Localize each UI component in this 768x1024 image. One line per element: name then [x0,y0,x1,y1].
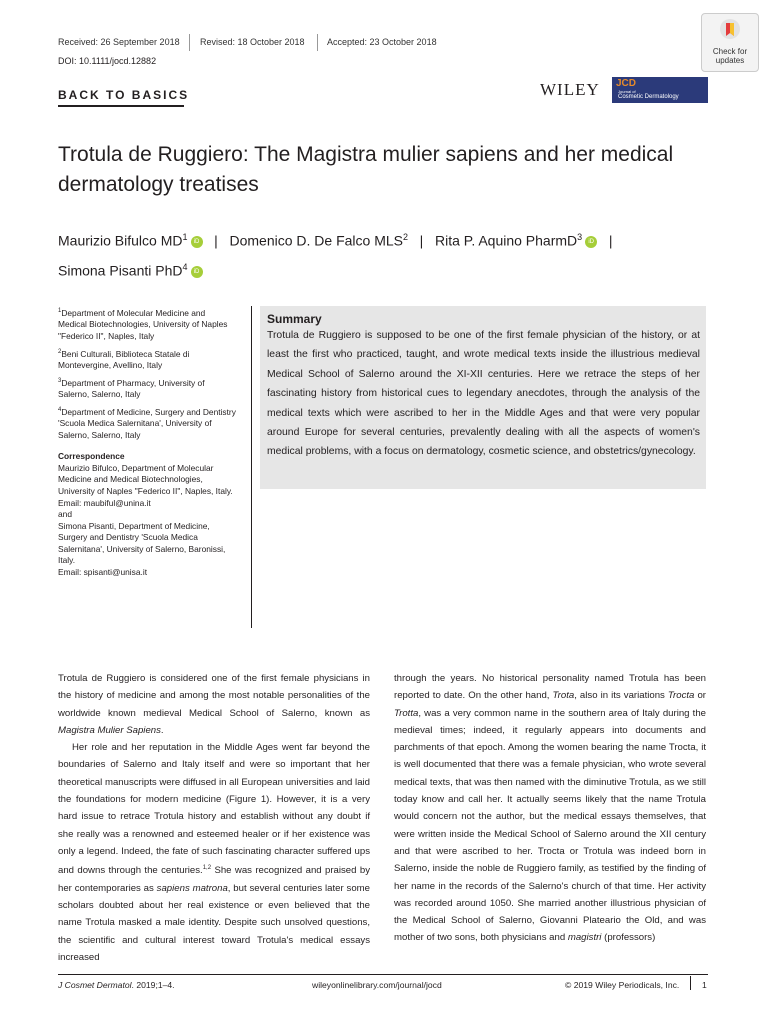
footer-copyright: © 2019 Wiley Periodicals, Inc. [565,980,680,990]
affiliation: $^3$Department of Pharmacy, University of Salerno, Salerno, Italy [58,377,205,399]
correspondence-heading: Correspondence [58,451,125,462]
author-sup: 2 [403,232,409,242]
body-paragraph: Trotula de Ruggiero is considered one of the first female physicians in the history of medicine and among the most notable personalities of the worldwide known medieval Medical School of Salerno, known as Magistra Mulier Sapiens. [58,673,370,736]
footer-url[interactable]: wileyonlinelibrary.com/journal/jocd [312,980,442,990]
summary-heading: Summary [267,312,322,326]
body-paragraph: through the years. No historical personality named Trotula has been reported to date. On the other hand, Trota, also in its variations Trocta or Trotta, was a very common name in the southern area of Italy during the medieval times; indeed, it regularly appears into documents and parchments of that epoch. Among the women bearing the name Trocta, it is well documented that there was a female physician, who wrote several medical texts, that was then named with the diminutive Trotula, as we still today know and call her. It actually seems likely that the name Trotula would concern not the author, but the medical essays themselves, that were written inside the Medical School of Salerno around the XII century and that were ascribed to her. Trocta or Trotula was indeed born in Salerno, inside the noble de Ruggiero family, as testified by the finding of her name in the records of the Salerno's church of that time. Her activity was recorded around 1050. She married another illustrious physician of the Medical School of Salerno, Giovanni Plateario the Old, and was mother of two sons, both physicians and magistri (professors) [394,673,706,944]
author-list: Maurizio Bifulco $MD^1$ iD | Domenico D. De Falco MLS$^2$ | Rita P. Aquino PharmD$^3$ iD | Simona Pisanti PhD$^4$ iD [58,232,613,279]
footer-rule [58,974,708,975]
correspondence-line: Maurizio Bifulco, Department of Molecular Medicine and Medical Biotechnologies, University of Naples "Federico II", Naples, Italy. [58,462,233,496]
correspondence-line: Simona Pisanti, Department of Medicine, Surgery and Dentistry 'Scuola Medica Salernitana', University of Salerno, Baronissi, Italy. [58,520,226,566]
header-divider [317,34,318,51]
author-sup: 1 [182,232,188,242]
orcid-icon[interactable]: iD [191,236,203,248]
summary-text: Trotula de Ruggiero is supposed to be one of the first female physician of the history, or at least the first who practiced, taught, and wrote medical texts inside the illustrious medieval Medical School of Salerno around the XI-XII centuries. Here we retrace the steps of her fascinating history from historical cues to legendary anecdotes, through the analysis of the medical texts which were ascribed to her in the Middle Ages and that were very popular around Europe for several centuries, prevalently dealing with all the aspects of women's medical problems, with a focus on dermatology, cosmetic science, and obstetrics/gynecology. [267,330,700,458]
revised-date: Revised: 18 October 2018 [200,37,305,47]
badge-line2: updates [715,56,745,65]
affiliation: $^2$Beni Culturali, Biblioteca Statale di Montevergine, Avellino, Italy [58,348,190,370]
author-name[interactable]: Rita P. Aquino PharmD [435,232,578,249]
footer-divider [690,976,691,990]
footer-citation: J Cosmet Dermatol. 2019;1–4. [58,980,175,990]
doi-link[interactable]: DOI: 10.1111/jocd.12882 [58,56,157,66]
author-name[interactable]: Domenico D. De Falco MLS [229,232,403,249]
summary-box [260,306,706,489]
journal-logo-line2: Cosmetic Dermatology [618,94,679,100]
orcid-icon[interactable]: iD [585,236,597,248]
check-for-updates-badge[interactable] [701,13,759,72]
journal-logo-line1: Journal of [618,89,636,94]
accepted-date: Accepted: 23 October 2018 [327,37,437,47]
body-right-column [394,670,706,947]
orcid-icon[interactable]: iD [191,266,203,278]
affiliation: $^4$Department of Medicine, Surgery and Dentistry 'Scuola Medica Salernitana', University of Salerno, Salerno, Italy [58,406,236,440]
affiliations [58,306,236,579]
author-name[interactable]: Simona Pisanti PhD [58,262,183,279]
body-paragraph: Her role and her reputation in the Middle Ages went far beyond the boundaries of Salerno and Italy itself and were so important that her theoretical manuscripts were diffused in all European universities and laid the foundations for modern medicine (Figure 1). However, it is a very hard issue to retrace Trotula history and establish without any doubt if she really was a renowned and esteemed healer or if her existence was only a legend. Indeed, the fate of such fascinating character suffered ups and downs through the centuries.$^{1,2}$ She was recognized and praised by her contemporaries as sapiens matrona, but several centuries later some scholars doubted about her real existence or even believed that the name Trotula masked a male identity. Despite such unsolved questions, the scientific and cultural interest toward Trotula's medical essays increased [58,742,370,963]
citation-ref[interactable]: 1,2 [202,865,212,872]
author-sup: 3 [577,232,583,242]
author-sup: 4 [182,261,188,272]
column-divider [251,306,252,628]
section-underline [58,105,184,107]
header-divider [189,34,190,51]
section-label: BACK TO BASICS [58,88,190,102]
correspondence-email[interactable]: Email: maubiful@unina.it [58,497,151,508]
affiliation: $^1$Department of Molecular Medicine and Medical Biotechnologies, University of Naples "Federico II", Naples, Italy [58,307,228,341]
body-left-column [58,670,370,966]
badge-line1: Check for [712,47,748,56]
article-title: Trotula de Ruggiero: The Magistra mulier sapiens and her medical dermatology treatises [58,143,674,196]
correspondence-email[interactable]: Email: spisanti@unisa.it [58,567,148,578]
correspondence-line: and [58,509,72,520]
page-number: 1 [702,980,707,990]
wiley-logo: WILEY [540,80,600,99]
received-date: Received: 26 September 2018 [58,37,180,47]
journal-logo [612,77,708,103]
journal-logo-abbrev: JCD [616,78,637,89]
author-name[interactable]: Maurizio Bifulco MD [58,232,183,249]
bookmark-icon [719,18,741,42]
